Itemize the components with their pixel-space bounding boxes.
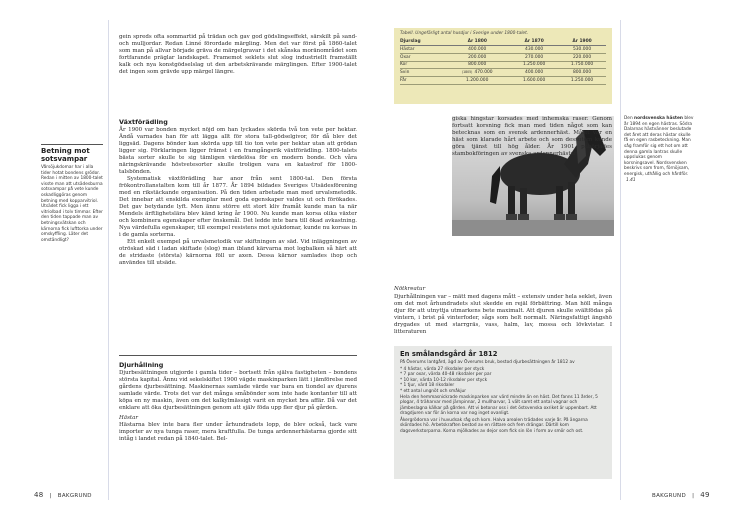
list-item: * 7 par oxar, värda 40-48 riksdaler per par: [400, 372, 492, 378]
list-item: * 10 kor, värda 10-12 riksdaler per styck: [400, 377, 488, 383]
section-label: BAKGRUND: [57, 493, 92, 499]
table-cell: 1.600.000: [510, 77, 558, 85]
table-caption: Tabell. Ungefärligt antal husdjur i Sverige under 1800-talet.: [400, 31, 529, 36]
table-row: [400, 53, 606, 61]
paragraph: Djurhållningen var – mätt med dagens mått – extensiv under hela seklet, även om det mot århundradets slut skedde en rejäl förbättring. Man höll många djur för att utnyttja utmarkens bete maximalt. Att djuren skulle svältfödas på vintern, i brist på vinterfoder, sågs som helt normalt. Näringsfattigt ängshö drygades ut med starrgräs, vass, halm, lav, mossa och lövkvistar. I litteraturen: [394, 294, 612, 335]
box-paragraph: Hela den hemmasnickrade maskinparken var värd mindre än en häst. Det fanns 11 årder, 5 plogar, 4 träharvar med järnpinnar, 2 mullharvar, 1 vält samt ett antal vagnar och jämbeslagna kälkar på gården. Att vi betonar oss i det östsvenska oxriket är uppenbart. Att dragdjuren var för än korna var nog inget ovanligt.: [400, 394, 598, 417]
table-cell: Oxar: [400, 53, 444, 61]
box-list: [400, 367, 606, 394]
table-cell: 220.000: [558, 53, 606, 61]
table-row: [400, 77, 606, 85]
box-intro: På Överums lantgård, ägd av Överums bruk, bestod djurbesättningen år 1812 av: [400, 360, 575, 365]
paragraph: Systematisk växtförädling har anor från sent 1800-tal. Den första frökontrollanstalten kom till år 1877. År 1894 bildades Sveriges Utsädesförening med en rikstäckande organisation. På den tiden arbetade man med urvalsmetodik. Det innebar att enskilda exemplar med goda egenskaper valdes ut och förökades. Det gav betydande lyft. Men ännu större ett stort kliv framåt kunde man ta när Mendels ärftlighetslära blev känd kring år 1900. Nu kunde man korsa olika växter och kombinera egenskaper efter önskemål. Det ledde inte bara till ökad avkastning. Nya värdefulla egenskaper, till exempel resistens mot sjukdomar, kunde nu korsas in i de gamla sorterna.: [119, 176, 357, 238]
guide-line: [108, 20, 109, 500]
table-cell: 400.000: [510, 69, 558, 77]
guide-line: [620, 20, 621, 500]
paragraph: giska hingstar korsades med inhemska raser. Genom fortsatt korsning fick man med tiden något som kan betecknas som en svensk ardennerhäst. Målet var en häst som klarade hårt arbete och som dessutom kunde göra tjänst till hög ålder. År 1901 påbörjades stambokföringen av svenska ardennerhästar.: [452, 116, 612, 157]
list-item: * 1 tjur, värd 18 riksdaler: [400, 383, 455, 389]
section-label: BAKGRUND: [652, 493, 687, 499]
table-row: [400, 69, 606, 77]
livestock-table: [394, 28, 612, 104]
right-footer: BAKGRUND | 49: [652, 491, 710, 499]
divider: [41, 144, 103, 145]
table-cell: 270.000: [510, 53, 558, 61]
intro-paragraph: gein spreds ofta sommartid på trädan och gav god gödslingseffekt, särskilt på sand- och mulljordar. Redan Linné förordade märgling. Men det var först på 1860-talet som man på allvar började gräva de märgelgravar i det skånska moränområdet som fortfarande präglar landskapet. Framemot seklets slut slog industriellt framställt kalk och nya konstgödselslag ut den arbetskrävande märglingen. Efter 1900-talet det ingen som grävde upp märgel längre.: [119, 34, 357, 75]
paragraph: Ett enkelt exempel på urvalsmetodik var skiftningen av säd. Vid inläggningen av otröskad säd i ladan skiftade (slog) man ibland kärvarna mot logbalken så härt att de stridaste (största) kärnorna föll ur axen. Dessa kärnor samlades ihop och användes till utsäde.: [119, 239, 357, 266]
table-cell: 530.000: [558, 46, 606, 54]
table-cell: 1.750.000: [558, 61, 606, 69]
table-cell: [444, 69, 510, 77]
notkreatur-section: [394, 286, 612, 336]
paragraph: Hästarna blev inte bara fler under århundradets lopp, de blev också, tack vare importer av nya tunga raser, mera kraftfulla. De tunga ardennerhästarna gjorde sitt intåg i landet redan på 1840-talet. Bel-: [119, 422, 357, 442]
left-footer: 48 | BAKGRUND: [34, 491, 92, 499]
subheading: Nötkreatur: [394, 286, 426, 292]
smalandsgard-box: [394, 346, 612, 479]
list-item: * 4 hästar, värda 27 riksdaler per styck: [400, 366, 485, 372]
table-row: [400, 61, 606, 69]
box-title: En smålandsgård år 1812: [400, 350, 498, 358]
section-heading: Växtförädling: [119, 118, 168, 126]
table-row: [400, 46, 606, 54]
cell-note: (1805): [461, 70, 473, 75]
section-heading: Djurhållning: [119, 361, 164, 369]
paragraph: År 1900 var bonden mycket nöjd om han lyckades skörda två ton vete per hektar. Ändå varnades han för att lägga allt för stora tall-gödselgivor, för då blev det liggsäd. Dagens bönder kan skörda upp till tio ton vete per hektar utan att grödan ligger sig. Förklaringen ligger främst i en framgångsrik växtförädling. 1800-talets bästa sorter skulle te sig tämligen värdelösa för en modern bonde. Och våra näringskrävande höstvetesorter skulle troligen vara en katastrof för 1800-talsbönden.: [119, 127, 357, 175]
table-cell: Hästar: [400, 46, 444, 54]
table-cell: 1.250.000: [558, 77, 606, 85]
divider: [119, 355, 357, 356]
page-number: 48: [34, 491, 44, 499]
vaxtforadling-section: [119, 118, 357, 267]
table-cell: 400.000: [444, 46, 510, 54]
table: [400, 38, 606, 85]
cell-value: 470.000: [474, 70, 493, 76]
page-number: 49: [700, 491, 710, 499]
table-cell: 1.250.000: [510, 61, 558, 69]
paragraph: Djurbesättningen utgjorde i gamla tider – bortsett från själva fastigheten – bondens största kapital. Ännu vid sekelskiftet 1900 vägde maskinparken lätt i jämförelse med gårdens djurbesättning. Maskinernas samlade värde var bara en tiondel av djurens samlade värde. Trots det var det många småbönder som inte hade kontanter till att köpa en ny maskin, även om det kalkylmässigt varit en mycket bra affär. Då var det enklare att öka djurbesättningen genom att själv föda upp fler djur på gården.: [119, 370, 357, 411]
table-cell: 1.200.000: [444, 77, 510, 85]
table-cell: 200.000: [444, 53, 510, 61]
table-cell: 800.000: [444, 61, 510, 69]
table-cell: 430.000: [510, 46, 558, 54]
table-cell: 800.000: [558, 69, 606, 77]
photo-caption: [624, 116, 694, 183]
column-header: År 1870: [510, 38, 558, 46]
caption-text: Den: [624, 116, 635, 121]
subheading: Hästar: [119, 415, 139, 421]
box-paragraph: Åkergrödorna var i huvudsak råg och korn. Halva arealen trädades varje år. På ängarna skördades hö. Arbetskraften bestod av en rättare och fem drängar. Därtill kom dagsverkstorparna. Korna mjölkades av dejor som fick sin lön i form av smör och ost.: [400, 418, 588, 434]
caption-text: blev år 1894 en egen hästras. Södra Dalarnas hästvänner beslutade det året att deras hästar skulle få en egen rasbeteckning. Man såg framför sig ett hot om att denna gamla lantras skulle uppslukas genom korsningsavel. Nordsvensken beskrivs som from, förnöjsam, energisk, uthållig och hårdför.: [624, 116, 694, 177]
table-cell: Kor: [400, 61, 444, 69]
column-header: År 1900: [558, 38, 606, 46]
column-header: Djurslag: [400, 38, 444, 46]
sidebar-text: Vårsöjukdomar har i alla tider hotat bondens grödor. Redan i mitten av 1800-talet visste man att utsädesburna sotsvampar på vete kunde oskadliggöras genom betning med kopparvitriol. Utsädet fick ligga i ett vitriolbad i tolv timmar. Efter den tiden tappade man av betningsvätskan och kärnorna fick lufttorka under omskyffling. Läter det omständligt?: [41, 165, 103, 243]
list-item: * ett antal ungnöt och småkjur: [400, 388, 467, 394]
column-header: År 1800: [444, 38, 510, 46]
sidebar-betning: [41, 144, 103, 243]
table-cell: Får: [400, 77, 444, 85]
table-cell: Svin: [400, 69, 444, 77]
djurhallning-section: [119, 355, 357, 443]
caption-ref: 1.41: [626, 177, 636, 183]
caption-bold: nordsvenska hästen: [634, 116, 683, 121]
sidebar-title: Betning mot sotsvampar: [41, 147, 90, 163]
